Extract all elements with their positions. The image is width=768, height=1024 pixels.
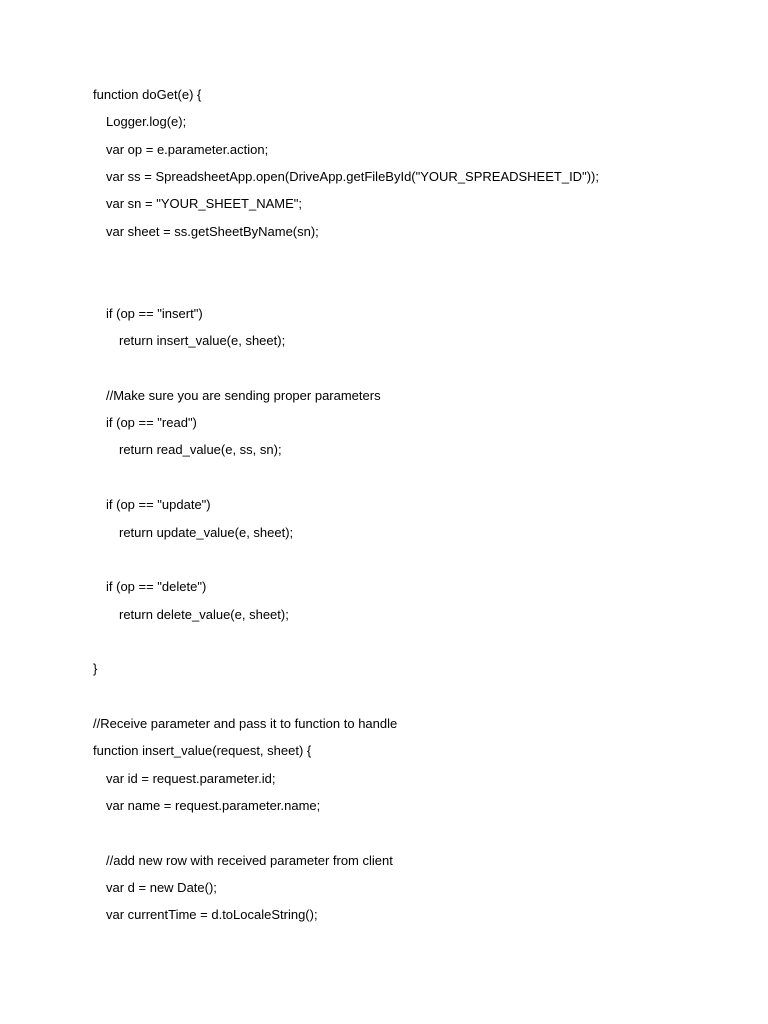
blank-line (93, 469, 733, 496)
code-line: } (93, 661, 98, 677)
code-listing (93, 86, 733, 934)
code-line: //Receive parameter and pass it to function to handle (93, 715, 398, 731)
code-line: var op = e.parameter.action; (106, 141, 269, 157)
blank-line (93, 824, 733, 851)
blank-line (93, 359, 733, 386)
code-line: var d = new Date(); (106, 879, 217, 895)
code-line: Logger.log(e); (106, 114, 187, 130)
blank-line (93, 277, 733, 304)
code-line: var ss = SpreadsheetApp.open(DriveApp.getFileById("YOUR_SPREADSHEET_ID")); (106, 169, 599, 185)
code-line: function doGet(e) { (93, 87, 202, 102)
code-line: function insert_value(request, sheet) { (93, 743, 312, 759)
code-line: //add new row with received parameter from client (106, 852, 393, 868)
code-line: var sn = "YOUR_SHEET_NAME"; (106, 196, 302, 212)
code-line: var currentTime = d.toLocaleString(); (106, 907, 318, 923)
code-line: return read_value(e, ss, sn); (119, 442, 282, 458)
code-line: if (op == "update") (106, 497, 211, 513)
code-line: //Make sure you are sending proper parameters (106, 387, 381, 403)
blank-line (93, 688, 733, 715)
code-line: if (op == "insert") (106, 305, 203, 321)
code-line: return update_value(e, sheet); (119, 524, 294, 540)
code-line: var name = request.parameter.name; (106, 797, 321, 813)
code-line: return delete_value(e, sheet); (119, 606, 289, 622)
code-line: var sheet = ss.getSheetByName(sn); (106, 223, 319, 239)
code-line: if (op == "read") (106, 415, 197, 431)
code-line: return insert_value(e, sheet); (119, 333, 286, 349)
blank-line (93, 633, 733, 660)
code-line: var id = request.parameter.id; (106, 770, 276, 786)
blank-line (93, 250, 733, 277)
code-line: if (op == "delete") (106, 579, 207, 595)
blank-line (93, 551, 733, 578)
